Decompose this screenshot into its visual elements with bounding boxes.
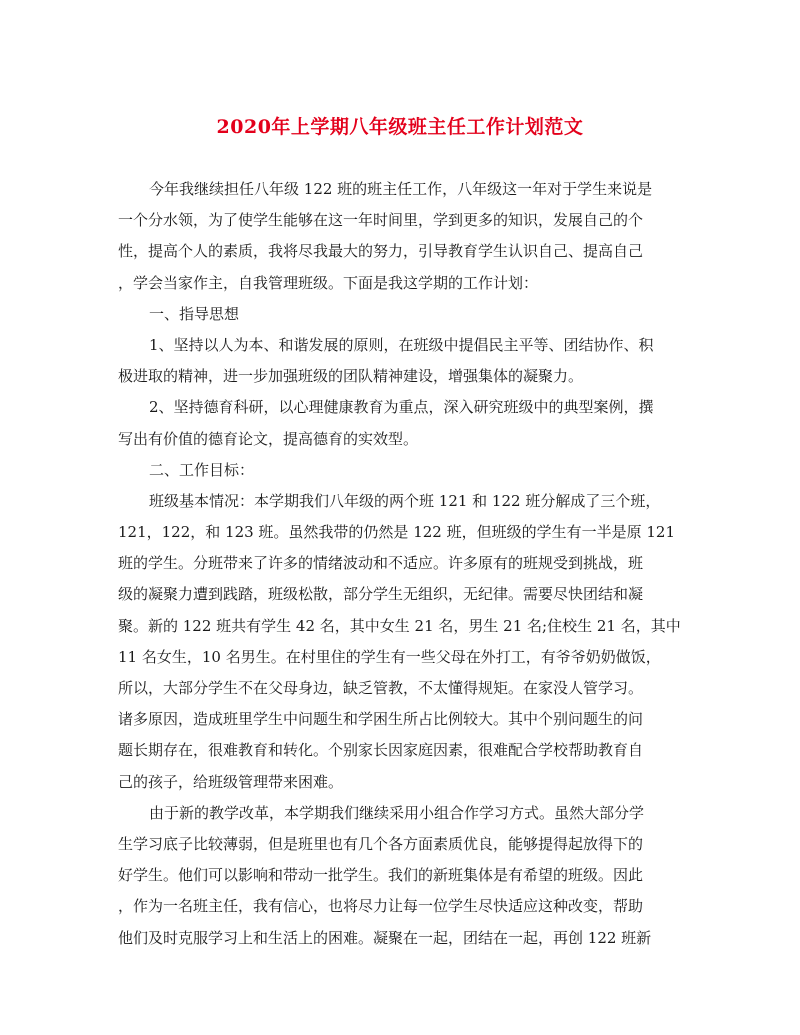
text-line: 1、坚持以人为本、和谐发展的原则，在班级中提倡民主平等、团结协作、积	[149, 335, 654, 354]
text-line: 好学生。他们可以影响和带动一批学生。我们的新班集体是有希望的班级。因此	[118, 866, 644, 885]
text-line: 极进取的精神，进一步加强班级的团队精神建设，增强集体的凝聚力。	[118, 367, 584, 386]
text-line: 聚。新的 122 班共有学生 42 名，其中女生 21 名，男生 21 名;住校生 21 名，其中	[118, 616, 681, 635]
text-line: 班级基本情况：本学期我们八年级的两个班 121 和 122 班分解成了三个班，	[149, 491, 661, 510]
text-line: ，学会当家作主，自我管理班级。下面是我这学期的工作计划：	[118, 273, 539, 292]
text-line: 今年我继续担任八年级 122 班的班主任工作，八年级这一年对于学生来说是	[149, 180, 653, 198]
text-line: 生学习底子比较薄弱，但是班里也有几个各方面素质优良，能够提得起放得下的	[118, 834, 644, 853]
text-line: 诸多原因，造成班里学生中问题生和学困生所占比例较大。其中个别问题生的问	[118, 710, 644, 729]
text-line: 己的孩子，给班级管理带来困难。	[118, 772, 344, 791]
text-line: 所以，大部分学生不在父母身边，缺乏管教，不太懂得规矩。在家没人管学习。	[118, 679, 644, 697]
document-title: 2020年上学期八年级班主任工作计划范文	[216, 116, 584, 138]
text-line: 一个分水领，为了使学生能够在这一年时间里，学到更多的知识，发展自己的个	[118, 211, 644, 230]
text-line: 写出有价值的德育论文，提高德育的实效型。	[118, 429, 419, 448]
text-line: 他们及时克服学习上和生活上的困难。凝聚在一起，团结在一起，再创 122 班新	[118, 928, 652, 947]
text-line: 由于新的教学改革，本学期我们继续采用小组合作学习方式。虽然大部分学	[149, 803, 645, 822]
document-body	[118, 174, 683, 954]
text-line: 级的凝聚力遭到践踏，班级松散，部分学生无组织，无纪律。需要尽快团结和凝	[118, 585, 644, 604]
text-line: 题长期存在，很难教育和转化。个别家长因家庭因素，很难配合学校帮助教育自	[118, 741, 644, 760]
text-line: 一、指导思想	[149, 304, 240, 323]
text-line: 2、坚持德育科研，以心理健康教育为重点，深入研究班级中的典型案例，撰	[149, 398, 654, 417]
text-line: ，作为一名班主任，我有信心，也将尽力让每一位学生尽快适应这种改变，帮助	[118, 897, 644, 916]
text-line: 二、工作目标：	[149, 460, 255, 479]
text-line: 121，122，和 123 班。虽然我带的仍然是 122 班，但班级的学生有一半是原 121	[118, 523, 675, 542]
text-line: 性，提高个人的素质，我将尽我最大的努力，引导教育学生认识自己、提高自己	[118, 242, 644, 261]
text-line: 班的学生。分班带来了许多的情绪波动和不适应。许多原有的班规受到挑战，班	[118, 554, 644, 573]
text-line: 11 名女生，10 名男生。在村里住的学生有一些父母在外打工，有爷爷奶奶做饭，	[118, 647, 661, 666]
